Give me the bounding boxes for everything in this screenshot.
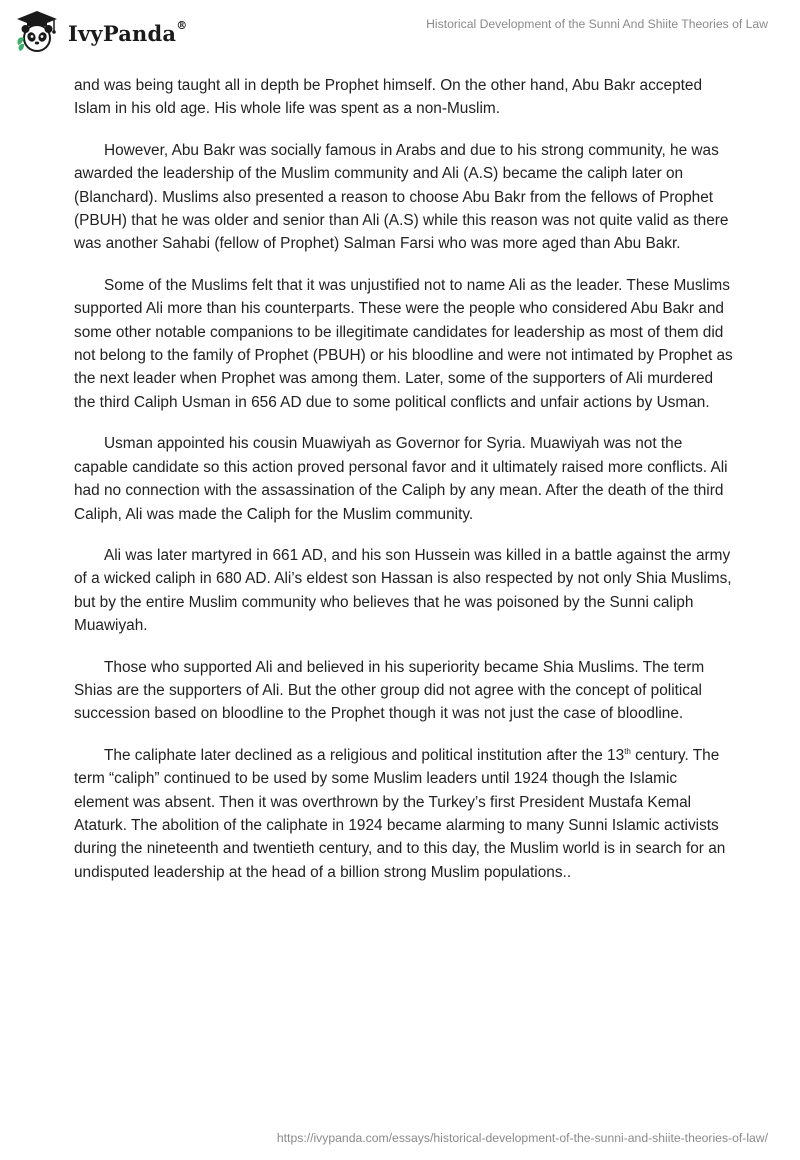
panda-graduation-cap-icon	[14, 9, 60, 55]
essay-body	[74, 74, 734, 902]
paragraph: Those who supported Ali and believed in his superiority became Shia Muslims. The term Shias are the supporters of Ali. But the other group did not agree with the concept of political succession based on bloodline to the Prophet though it was not just the case of bloodline.	[74, 658, 705, 723]
ordinal-suffix: th	[624, 746, 631, 756]
paragraph-text: century. The term “caliph” continued to be used by some Muslim leaders until 1924 though the Islamic element was absent. Then it was overthrown by the Turkey’s first President Mustafa Kemal Ataturk. The abolition of the caliphate in 1924 became alarming to many Sunni Islamic activists during the nineteenth and twentieth century, and to this day, the Muslim world is in search for an undisputed leadership at the head of a billion strong Muslim populations..	[74, 746, 726, 881]
paragraph: Ali was later martyred in 661 AD, and his son Hussein was killed in a battle against the army of a wicked caliph in 680 AD. Ali’s eldest son Hassan is also respected by not only Shia Muslims, but by the entire Muslim community who believes that he was poisoned by the Sunni caliph Muawiyah.	[74, 546, 732, 635]
registered-mark: ®	[176, 18, 188, 32]
ivypanda-logo[interactable]	[14, 9, 187, 55]
document-title: Historical Development of the Sunni And Shiite Theories of Law	[426, 17, 768, 31]
source-url[interactable]: https://ivypanda.com/essays/historical-development-of-the-sunni-and-shiite-theories-of-law/	[276, 1131, 768, 1145]
paragraph: Usman appointed his cousin Muawiyah as Governor for Syria. Muawiyah was not the capable candidate so this action proved personal favor and it ultimately raised more conflicts. Ali had no connection with the assassination of the Caliph by any mean. After the death of the third Caliph, Ali was made the Caliph for the Muslim community.	[74, 435, 728, 523]
paragraph-text: The caliphate later declined as a religious and political institution after the 13	[104, 746, 625, 764]
paragraph	[74, 744, 734, 884]
brand-name: IvyPanda®	[68, 18, 188, 46]
page-header	[0, 0, 800, 70]
paragraph: and was being taught all in depth be Prophet himself. On the other hand, Abu Bakr accepted Islam in his old age. His whole life was spent as a non-Muslim.	[74, 77, 703, 118]
paragraph: However, Abu Bakr was socially famous in Arabs and due to his strong community, he was awarded the leadership of the Muslim community and Ali (A.S) became the caliph later on (Blanchard). Muslims also presented a reason to choose Abu Bakr from the fellows of Prophet (PBUH) that he was older and senior than Ali (A.S) while this reason was not quite valid as there was another Sahabi (fellow of Prophet) Salman Farsi who was more aged than Abu Bakr.	[74, 141, 729, 253]
paragraph: Some of the Muslims felt that it was unjustified not to name Ali as the leader. These Muslims supported Ali more than his counterparts. These were the people who considered Abu Bakr and some other notable companions to be illegitimate candidates for leadership as most of them did not belong to the family of Prophet (PBUH) or his bloodline and were not intimated by Prophet as the next leader when Prophet was among them. Later, some of the supporters of Ali murdered the third Caliph Usman in 656 AD due to some political conflicts and unfair actions by Usman.	[74, 276, 733, 411]
